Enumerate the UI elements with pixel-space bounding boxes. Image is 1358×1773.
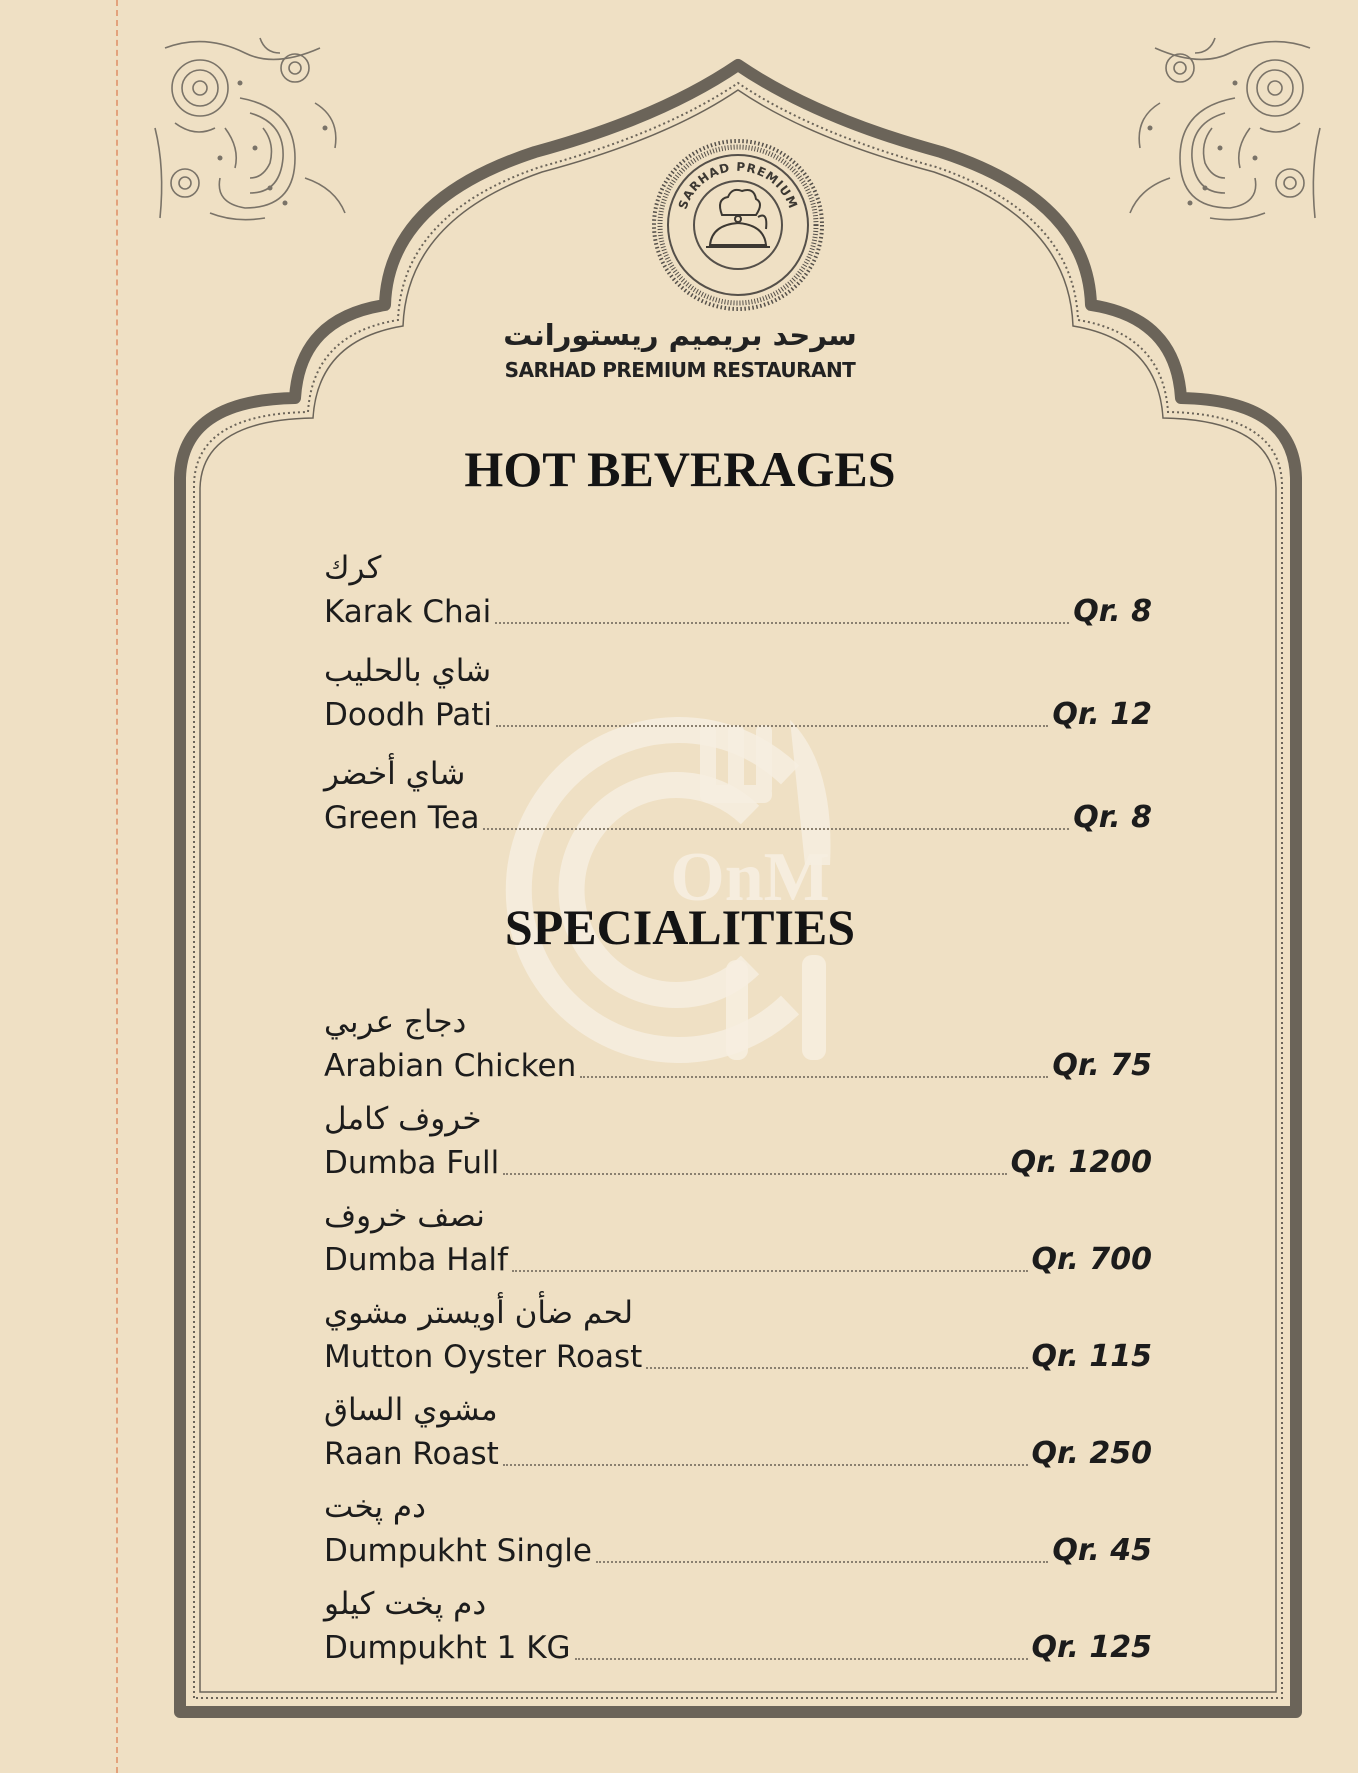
dot-leader (503, 1173, 1006, 1175)
item-name-english: Doodh Pati (324, 697, 493, 733)
item-name-english: Dumpukht 1 KG (324, 1630, 571, 1666)
menu-item (324, 1584, 1152, 1681)
item-price: Qr. 8 (1073, 594, 1152, 629)
item-name-arabic: مشوي الساق (324, 1392, 498, 1428)
item-name-english: Dumpukht Single (324, 1533, 592, 1569)
item-name-english: Dumba Full (324, 1145, 500, 1181)
svg-text:SARHAD PREMIUM (676, 160, 801, 211)
menu-item (324, 1099, 1152, 1196)
dot-leader (496, 725, 1048, 727)
item-name-english: Karak Chai (324, 594, 492, 630)
menu-item (324, 1293, 1152, 1390)
brand-name-english: SARHAD PREMIUM RESTAURANT (504, 358, 856, 382)
dot-leader (503, 1464, 1028, 1466)
item-name-arabic: كرك (324, 550, 382, 586)
section-title-hot-beverages: HOT BEVERAGES (464, 441, 896, 497)
dot-leader (495, 622, 1069, 624)
dot-leader (580, 1076, 1048, 1078)
item-name-arabic: دجاج عربي (324, 1004, 467, 1040)
item-name-arabic: شاي أخضر (324, 756, 466, 792)
item-name-english: Dumba Half (324, 1242, 509, 1278)
item-name-english: Green Tea (324, 800, 480, 836)
section-title-specialities: SPECIALITIES (504, 899, 856, 955)
item-name-arabic: دم پخت كيلو (324, 1586, 487, 1622)
item-price: Qr. 1200 (1010, 1145, 1152, 1180)
dot-leader (512, 1270, 1027, 1272)
mandala-ornament-right (1125, 28, 1330, 233)
item-price: Qr. 45 (1052, 1533, 1152, 1568)
dot-leader (483, 828, 1069, 830)
item-name-arabic: شاي بالحليب (324, 653, 492, 689)
item-name-arabic: دم پخت (324, 1489, 426, 1525)
menu-item (324, 548, 1152, 651)
menu-list-hot-beverages (324, 548, 1152, 857)
item-name-english: Raan Roast (324, 1436, 499, 1472)
menu-list-specialities (324, 1002, 1152, 1681)
menu-item (324, 1487, 1152, 1584)
menu-item (324, 1196, 1152, 1293)
item-name-english: Arabian Chicken (324, 1048, 577, 1084)
dot-leader (596, 1561, 1048, 1563)
item-name-arabic: خروف كامل (324, 1101, 482, 1137)
brand-name-arabic: سرحد بريميم ريستورانت (503, 318, 857, 352)
menu-item (324, 651, 1152, 754)
seal-text: SARHAD PREMIUM (675, 159, 801, 212)
dot-leader (646, 1367, 1027, 1369)
watermark-text: OnM (670, 839, 830, 916)
item-price: Qr. 8 (1073, 800, 1152, 835)
item-name-arabic: نصف خروف (324, 1198, 485, 1234)
item-name-arabic: لحم ضأن أويستر مشوي (324, 1295, 634, 1331)
item-price: Qr. 700 (1031, 1242, 1152, 1277)
menu-item (324, 1390, 1152, 1487)
dot-leader (575, 1658, 1028, 1660)
item-price: Qr. 125 (1031, 1630, 1152, 1665)
menu-item (324, 1002, 1152, 1099)
item-price: Qr. 250 (1031, 1436, 1152, 1471)
menu-item (324, 754, 1152, 857)
item-price: Qr. 75 (1052, 1048, 1152, 1083)
restaurant-seal-logo (650, 137, 826, 313)
item-price: Qr. 12 (1052, 697, 1152, 732)
item-price: Qr. 115 (1031, 1339, 1152, 1374)
mandala-ornament-left (145, 28, 350, 233)
item-name-english: Mutton Oyster Roast (324, 1339, 643, 1375)
